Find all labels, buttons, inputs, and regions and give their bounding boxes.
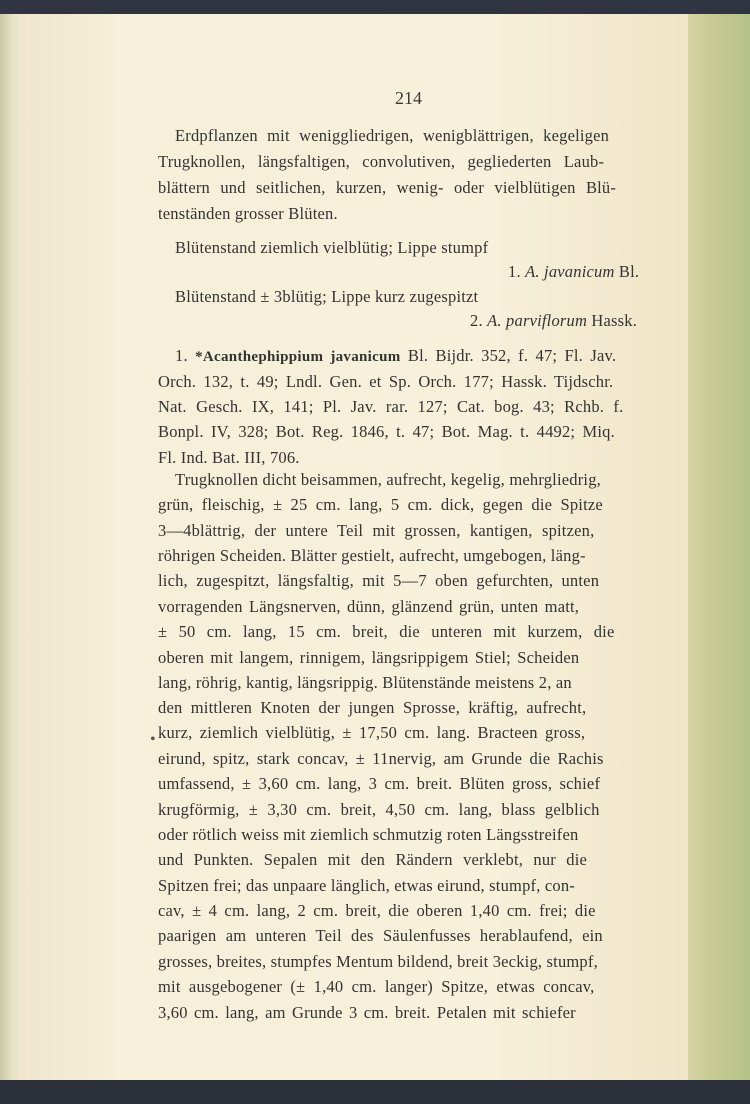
description-line: 3—4blättrig, der untere Teil mit grossen, kantigen, spitzen, bbox=[158, 521, 595, 540]
page-number: 214 bbox=[395, 88, 422, 108]
intro-line: tenständen grosser Blüten. bbox=[158, 204, 338, 223]
book-spine bbox=[0, 14, 22, 1080]
entry-num: 1. bbox=[175, 346, 188, 365]
key-genus: A. bbox=[487, 311, 502, 330]
key-species: javanicum bbox=[544, 262, 615, 281]
key-num: 2. bbox=[470, 311, 483, 330]
description-line: kurz, ziemlich vielblütig, ± 17,50 cm. lang. Bracteen gross, bbox=[158, 723, 586, 742]
key-genus: A. bbox=[525, 262, 540, 281]
key-species: parviflorum bbox=[506, 311, 588, 330]
intro-line: Trugknollen, längsfaltigen, convolutiven, gegliederten Laub- bbox=[158, 152, 605, 171]
description-line: umfassend, ± 3,60 cm. lang, 3 cm. breit. Blüten gross, schief bbox=[158, 774, 601, 793]
citation-line: Nat. Gesch. IX, 141; Pl. Jav. rar. 127; Cat. bog. 43; Rchb. f. bbox=[158, 397, 624, 416]
description-line: ± 50 cm. lang, 15 cm. breit, die unteren mit kurzem, die bbox=[158, 622, 615, 641]
key-author: Hassk. bbox=[591, 311, 638, 330]
description-line: Spitzen frei; das unpaare länglich, etwas eirund, stumpf, con- bbox=[158, 876, 575, 895]
entry-heading bbox=[175, 346, 616, 366]
citation-line: Fl. Ind. Bat. III, 706. bbox=[158, 448, 300, 467]
description-line: vorragenden Längsnerven, dünn, glänzend grün, unten matt, bbox=[158, 597, 580, 616]
description-line: röhrigen Scheiden. Blätter gestielt, aufrecht, umgebogen, läng- bbox=[158, 546, 586, 565]
description-line: lich, zugespitzt, längsfaltig, mit 5—7 oben gefurchten, unten bbox=[158, 571, 600, 590]
citation-line: Bonpl. IV, 328; Bot. Reg. 1846, t. 47; Bot. Mag. t. 4492; Miq. bbox=[158, 422, 615, 441]
description-line: Trugknollen dicht beisammen, aufrecht, kegelig, mehrgliedrig, bbox=[175, 470, 601, 489]
entry-name: *Acanthephippium javanicum bbox=[195, 349, 401, 365]
description-line: grün, fleischig, ± 25 cm. lang, 5 cm. dick, gegen die Spitze bbox=[158, 495, 603, 514]
key-lead: Blütenstand ziemlich vielblütig; Lippe stumpf bbox=[175, 238, 489, 257]
key-num: 1. bbox=[508, 262, 521, 281]
description-line: den mittleren Knoten der jungen Sprosse, kräftig, aufrecht, bbox=[158, 698, 587, 717]
key-author: Bl. bbox=[618, 262, 640, 281]
citation-line: Orch. 132, t. 49; Lndl. Gen. et Sp. Orch. 177; Hassk. Tijdschr. bbox=[158, 372, 614, 391]
key-result bbox=[508, 262, 639, 282]
page-edge bbox=[688, 14, 750, 1080]
description-line: mit ausgebogener (± 1,40 cm. langer) Spitze, etwas concav, bbox=[158, 977, 595, 996]
description-line: und Punkten. Sepalen mit den Rändern verklebt, nur die bbox=[158, 850, 588, 869]
description-line: 3,60 cm. lang, am Grunde 3 cm. breit. Petalen mit schiefer bbox=[158, 1003, 576, 1022]
description-line: paarigen am unteren Teil des Säulenfusses herablaufend, ein bbox=[158, 926, 603, 945]
description-line: cav, ± 4 cm. lang, 2 cm. breit, die oberen 1,40 cm. frei; die bbox=[158, 901, 596, 920]
margin-dot: • bbox=[150, 731, 156, 748]
key-lead: Blütenstand ± 3blütig; Lippe kurz zugespitzt bbox=[175, 287, 479, 306]
description-line: oberen mit langem, rinnigem, längsrippigem Stiel; Scheiden bbox=[158, 648, 580, 667]
description-line: krugförmig, ± 3,30 cm. breit, 4,50 cm. lang, blass gelblich bbox=[158, 800, 600, 819]
scan-top-border bbox=[0, 0, 750, 14]
description-line: oder rötlich weiss mit ziemlich schmutzig roten Längsstreifen bbox=[158, 825, 579, 844]
description-line: eirund, spitz, stark concav, ± 11nervig, am Grunde die Rachis bbox=[158, 749, 604, 768]
entry-citation-start: Bl. Bijdr. 352, f. 47; Fl. Jav. bbox=[407, 346, 617, 365]
description-line: grosses, breites, stumpfes Mentum bildend, breit 3eckig, stumpf, bbox=[158, 952, 598, 971]
scan-bottom-border bbox=[0, 1080, 750, 1104]
description-line: lang, röhrig, kantig, längsrippig. Blütenstände meistens 2, an bbox=[158, 673, 572, 692]
intro-line: blättern und seitlichen, kurzen, wenig- oder vielblütigen Blü- bbox=[158, 178, 617, 197]
key-result bbox=[470, 311, 637, 331]
intro-line: Erdpflanzen mit weniggliedrigen, wenigblättrigen, kegeligen bbox=[175, 126, 610, 145]
